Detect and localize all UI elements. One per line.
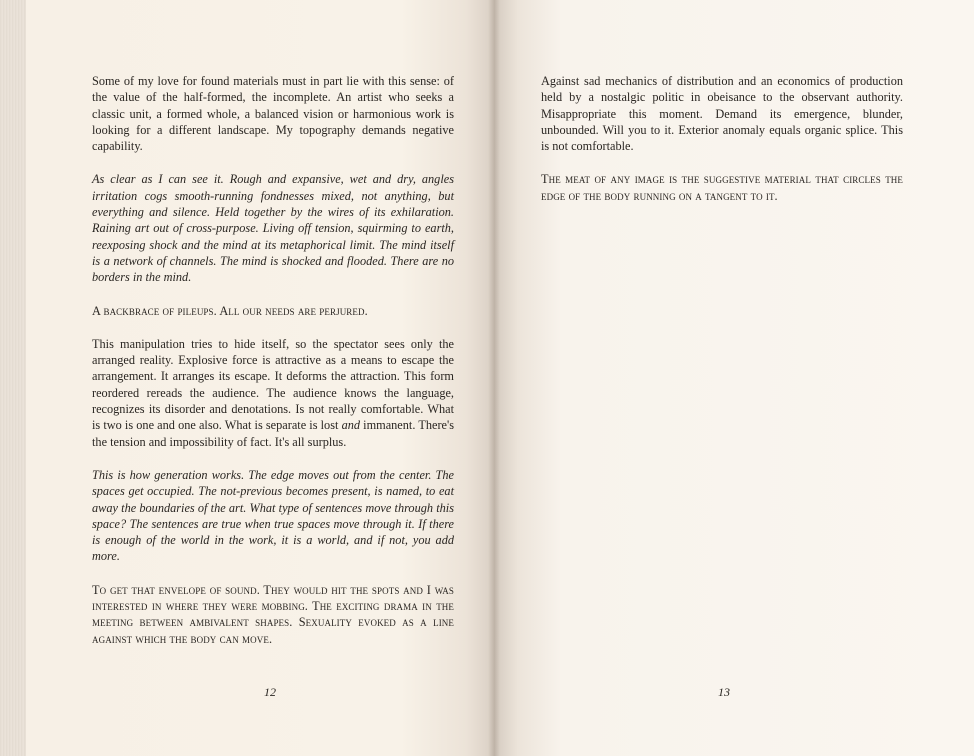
right-paragraph-1: Against sad mechanics of distribution and an economics of production held by a nostalgic politic in obeisance to the observant authority. Misappropriate this moment. Demand its emergence, blunder, unbounded. Will you to it. Exterior anomaly equals organic splice. This is not comfortable. bbox=[541, 74, 903, 154]
left-paragraph-5-italic: This is how generation works. The edge moves out from the center. The spaces get occupied. The not-previous becomes present, is named, to eat away the boundaries of the art. What type of sentences move through this space? The sentences are true when true spaces move through it. If there is enough of the world in the work, it is a world, and if not, you add more. bbox=[92, 467, 454, 564]
left-paragraph-4-tail: immanent. There's the tension and impossibility of fact. It's all surplus. bbox=[92, 418, 454, 449]
right-paragraph-2-smallcaps: The meat of any image is the suggestive material that circles the edge of the body running on a tangent to it. bbox=[541, 172, 903, 203]
left-paragraph-4 bbox=[92, 336, 454, 450]
left-paragraph-2-italic: As clear as I can see it. Rough and expansive, wet and dry, angles irritation cogs smooth-running fondnesses mixed, not anything, but everything and silence. Held together by the wires of its exhilaration. Raining art out of cross-purpose. Living off tension, squirming to earth, reexposing shock and the mind at its metaphorical limit. The mind itself is a network of channels. The mind is shocked and flooded. There are no borders in the mind. bbox=[92, 172, 454, 285]
right-page-text bbox=[541, 73, 903, 221]
left-paragraph-4-main: This manipulation tries to hide itself, so the spectator sees only the arranged reality. Explosive force is attractive as a means to escape the arrangement. It arranges its escape. It deforms the attraction. This form reordered rereads the audience. The audience knows the language, recognizes its disorder and denotations. Is not really comfortable. What is two is one and one also. What is separate is lost bbox=[92, 336, 454, 433]
left-paragraph-3-smallcaps: A backbrace of pileups. All our needs are perjured. bbox=[92, 303, 368, 318]
book-gutter bbox=[488, 0, 500, 756]
left-paragraph-4-emphasis: and bbox=[341, 418, 361, 433]
page-number-right: 13 bbox=[718, 685, 730, 699]
left-paragraph-1: Some of my love for found materials must in part lie with this sense: of the value of the half-formed, the incomplete. An artist who seeks a classic unit, a formed whole, a balanced vision or harmonious work is looking for a different landscape. My topography demands negative capability. bbox=[92, 74, 454, 154]
left-paragraph-6-smallcaps: To get that envelope of sound. They would hit the spots and I was interested in where they were mobbing. The exciting drama in the meeting between ambivalent shapes. Sexuality evoked as a line against which the body can move. bbox=[92, 582, 454, 646]
page-number-left: 12 bbox=[264, 685, 276, 699]
left-page-text bbox=[92, 73, 454, 664]
